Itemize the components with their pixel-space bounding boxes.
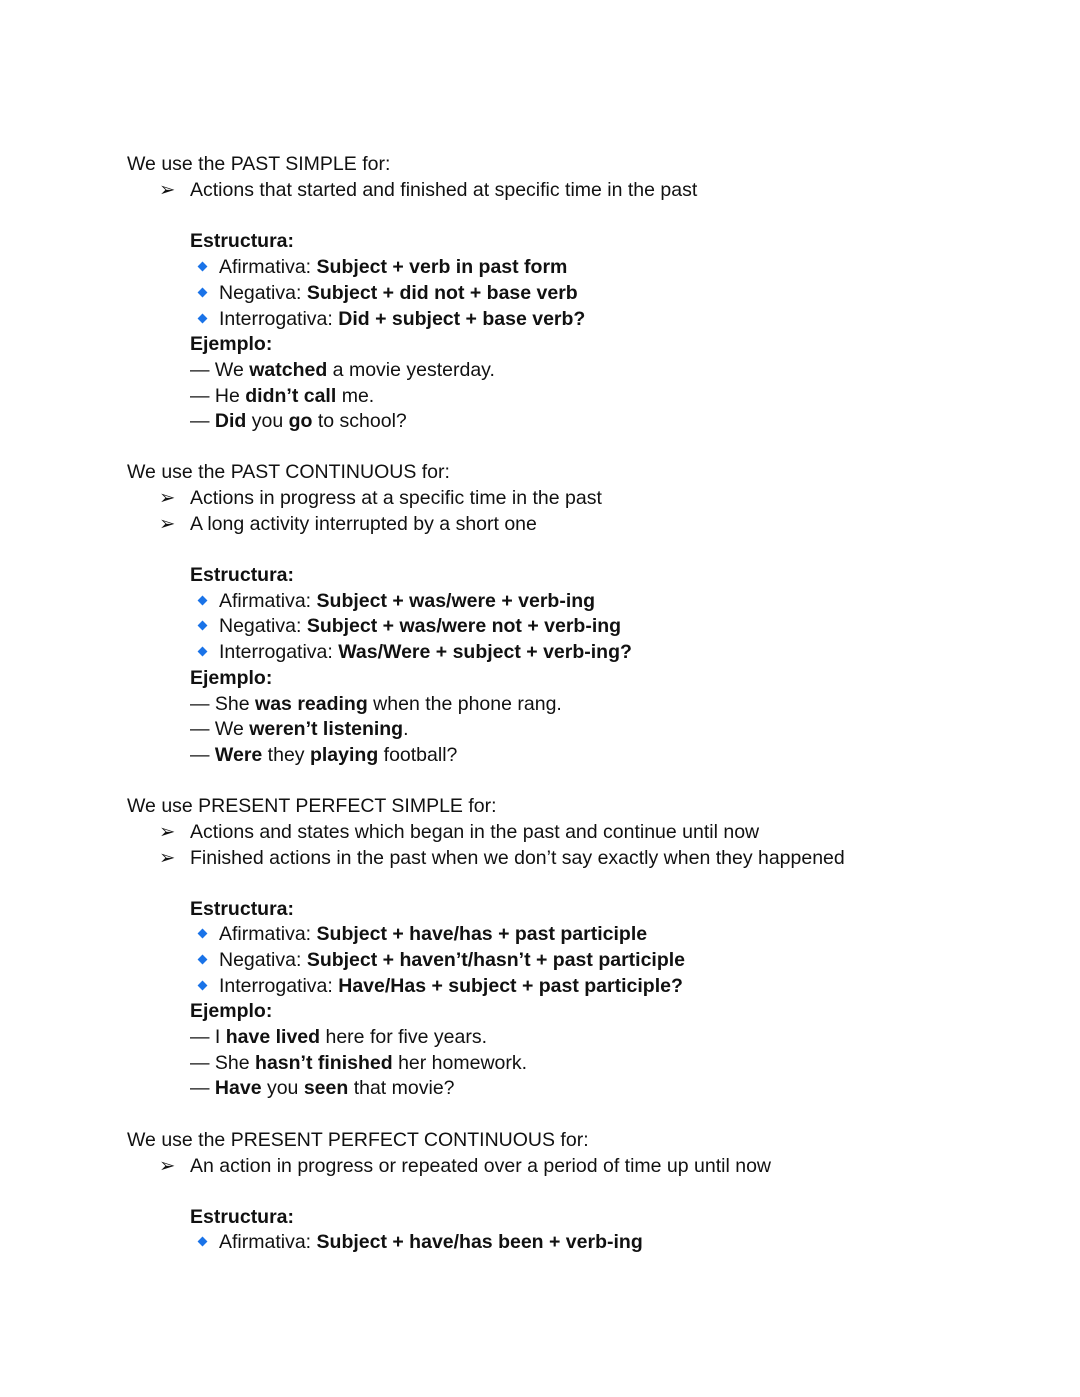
diamond-bullet-icon (198, 314, 208, 324)
example-line: — Did you go to school? (190, 410, 407, 432)
section-intro: We use the PRESENT PERFECT CONTINUOUS for: (127, 1129, 589, 1151)
arrow-bullet-icon: ➢ (159, 513, 176, 535)
example-line: — We watched a movie yesterday. (190, 359, 495, 381)
structure-label: Estructura: (190, 1206, 295, 1228)
section-intro: We use the PAST SIMPLE for: (127, 153, 391, 175)
point-item: ➢ Finished actions in the past when we don’t say exactly when they happened (159, 847, 845, 869)
example-line: — He didn’t call me. (190, 385, 375, 407)
arrow-bullet-icon: ➢ (159, 179, 176, 201)
arrow-bullet-icon: ➢ (159, 1155, 176, 1177)
structure-label: Estructura: (190, 230, 295, 252)
form-affirmative: Afirmativa: Subject + was/were + verb-ing (197, 588, 595, 614)
diamond-bullet-icon (198, 981, 208, 991)
example-line: — She hasn’t finished her homework. (190, 1052, 528, 1074)
form-affirmative: Afirmativa: Subject + have/has been + verb-ing (197, 1229, 643, 1255)
form-interrogative: Interrogativa: Did + subject + base verb? (197, 306, 585, 332)
arrow-bullet-icon: ➢ (159, 821, 176, 843)
form-negative: Negativa: Subject + did not + base verb (197, 280, 578, 306)
diamond-bullet-icon (198, 955, 208, 965)
diamond-bullet-icon (198, 596, 208, 606)
point-item: ➢ A long activity interrupted by a short one (159, 513, 537, 535)
example-line: — I have lived here for five years. (190, 1026, 487, 1048)
example-label: Ejemplo: (190, 667, 273, 689)
section-intro: We use PRESENT PERFECT SIMPLE for: (127, 795, 497, 817)
form-interrogative: Interrogativa: Have/Has + subject + past participle? (197, 973, 683, 999)
point-item: ➢ Actions and states which began in the past and continue until now (159, 821, 760, 843)
form-negative: Negativa: Subject + haven’t/hasn’t + past participle (197, 947, 685, 973)
example-line: — Were they playing football? (190, 744, 458, 766)
point-item: ➢ Actions in progress at a specific time in the past (159, 487, 602, 509)
diamond-bullet-icon (198, 288, 208, 298)
form-affirmative: Afirmativa: Subject + have/has + past participle (197, 921, 647, 947)
point-item: ➢ Actions that started and finished at specific time in the past (159, 179, 698, 201)
arrow-bullet-icon: ➢ (159, 847, 176, 869)
form-interrogative: Interrogativa: Was/Were + subject + verb-ing? (197, 639, 632, 665)
diamond-bullet-icon (198, 929, 208, 939)
section-intro: We use the PAST CONTINUOUS for: (127, 461, 450, 483)
point-item: ➢ An action in progress or repeated over a period of time up until now (159, 1155, 772, 1177)
arrow-bullet-icon: ➢ (159, 487, 176, 509)
example-label: Ejemplo: (190, 1000, 273, 1022)
diamond-bullet-icon (198, 621, 208, 631)
diamond-bullet-icon (198, 262, 208, 272)
example-line: — Have you seen that movie? (190, 1077, 455, 1099)
diamond-bullet-icon (198, 647, 208, 657)
example-line: — She was reading when the phone rang. (190, 693, 562, 715)
example-label: Ejemplo: (190, 333, 273, 355)
structure-label: Estructura: (190, 564, 295, 586)
diamond-bullet-icon (198, 1237, 208, 1247)
form-negative: Negativa: Subject + was/were not + verb-ing (197, 613, 621, 639)
example-line: — We weren’t listening. (190, 718, 409, 740)
structure-label: Estructura: (190, 898, 295, 920)
form-affirmative: Afirmativa: Subject + verb in past form (197, 254, 567, 280)
